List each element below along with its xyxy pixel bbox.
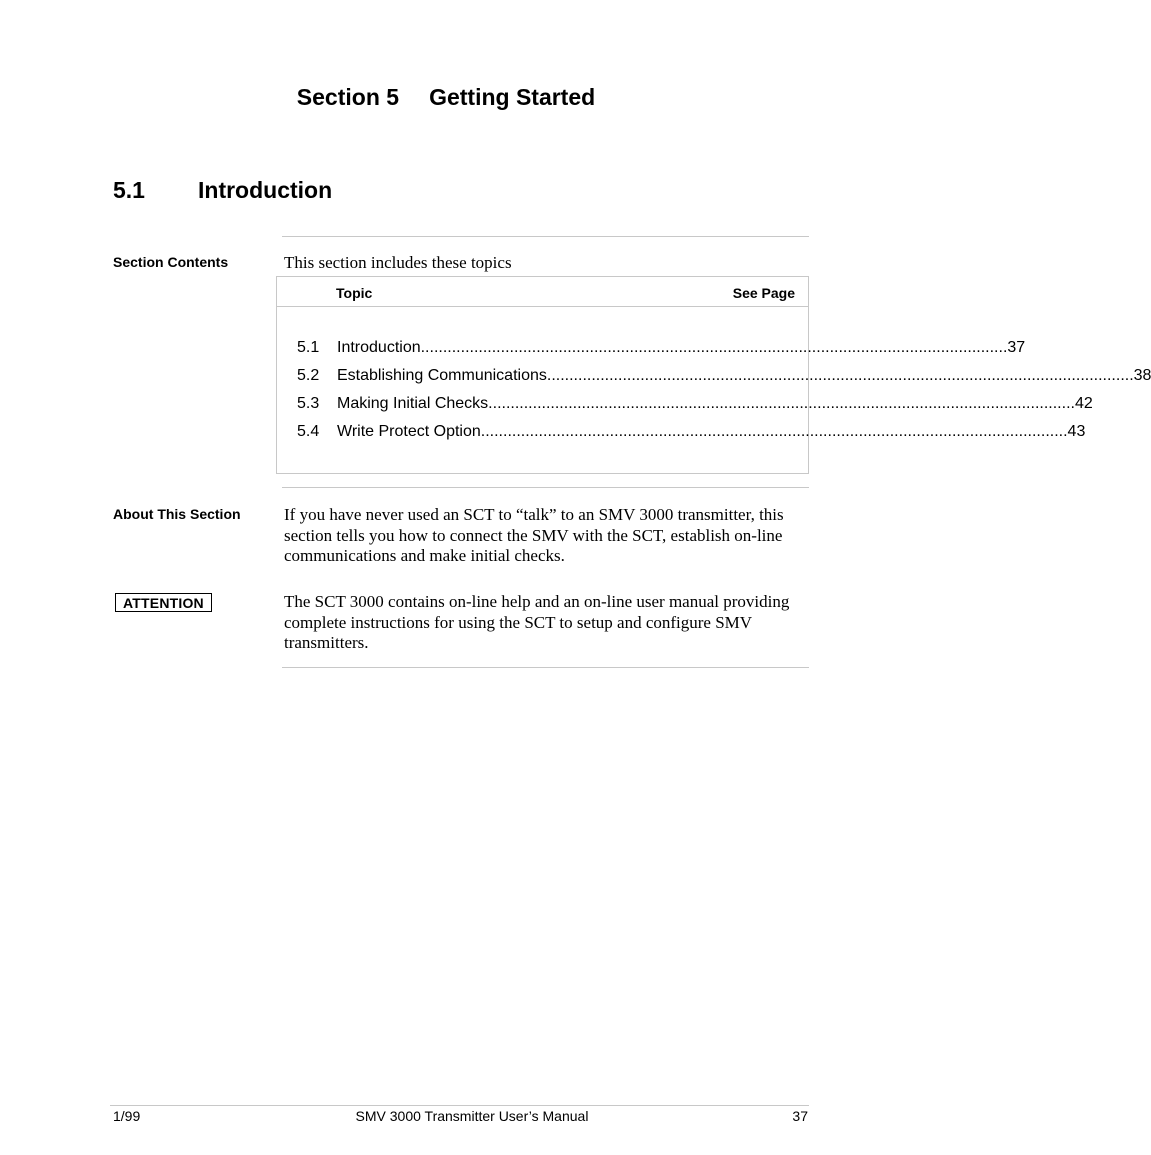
table-row: [297, 395, 1093, 417]
topic-link[interactable]: Making Initial Checks: [337, 395, 489, 412]
footer-title: SMV 3000 Transmitter User’s Manual: [355, 1108, 589, 1124]
dot-leader: ....................................................................................................................................: [488, 395, 1075, 412]
table-row: [297, 339, 1026, 361]
topics-table: [276, 276, 1151, 474]
footer-divider: [110, 1105, 809, 1106]
topic-number: 5.3: [297, 395, 320, 412]
topic-page: 38: [1133, 367, 1151, 384]
subsection-number: 5.1: [113, 177, 145, 203]
about-section-text: If you have never used an SCT to “talk” to an SMV 3000 transmitter, this section tells you how to connect the SMV with the SCT, establish on-line communications and make initial checks.: [284, 505, 784, 565]
see-page-column-header: See Page: [732, 285, 795, 301]
divider: [282, 236, 809, 237]
topics-table-header: [277, 277, 808, 307]
attention-badge: ATTENTION: [115, 593, 212, 612]
attention-text: The SCT 3000 contains on-line help and an on-line user manual providing complete instructions for using the SCT to setup and configure SMV transmitters.: [284, 592, 790, 652]
topic-page: 37: [1007, 339, 1026, 356]
table-row: [297, 367, 1151, 389]
section-contents-label: Section Contents: [113, 254, 229, 270]
footer-date: 1/99: [113, 1108, 141, 1124]
section-title: [0, 84, 892, 111]
topic-link[interactable]: Write Protect Option: [337, 423, 481, 440]
footer-page-number: 37: [792, 1108, 808, 1124]
section-name: Getting Started: [429, 84, 596, 110]
table-row: [297, 423, 1086, 445]
topic-page: 43: [1067, 423, 1086, 440]
dot-leader: ....................................................................................................................................: [420, 339, 1008, 356]
topic-page: 42: [1074, 395, 1093, 412]
topic-column-header: Topic: [336, 285, 373, 301]
subsection-heading: [113, 177, 333, 204]
topic-link[interactable]: Introduction: [337, 339, 421, 356]
dot-leader: ....................................................................................................................................: [480, 423, 1068, 440]
topic-number: 5.2: [297, 367, 320, 384]
topic-number: 5.1: [297, 339, 320, 356]
divider: [282, 487, 809, 488]
section-number: Section 5: [296, 84, 400, 110]
topic-link[interactable]: Establishing Communications: [337, 367, 547, 384]
dot-leader: ....................................................................................................................................: [546, 367, 1134, 384]
about-section-label: About This Section: [113, 506, 241, 522]
divider: [282, 667, 809, 668]
topic-number: 5.4: [297, 423, 320, 440]
section-contents-intro: This section includes these topics: [284, 253, 512, 272]
subsection-title: Introduction: [198, 177, 333, 203]
